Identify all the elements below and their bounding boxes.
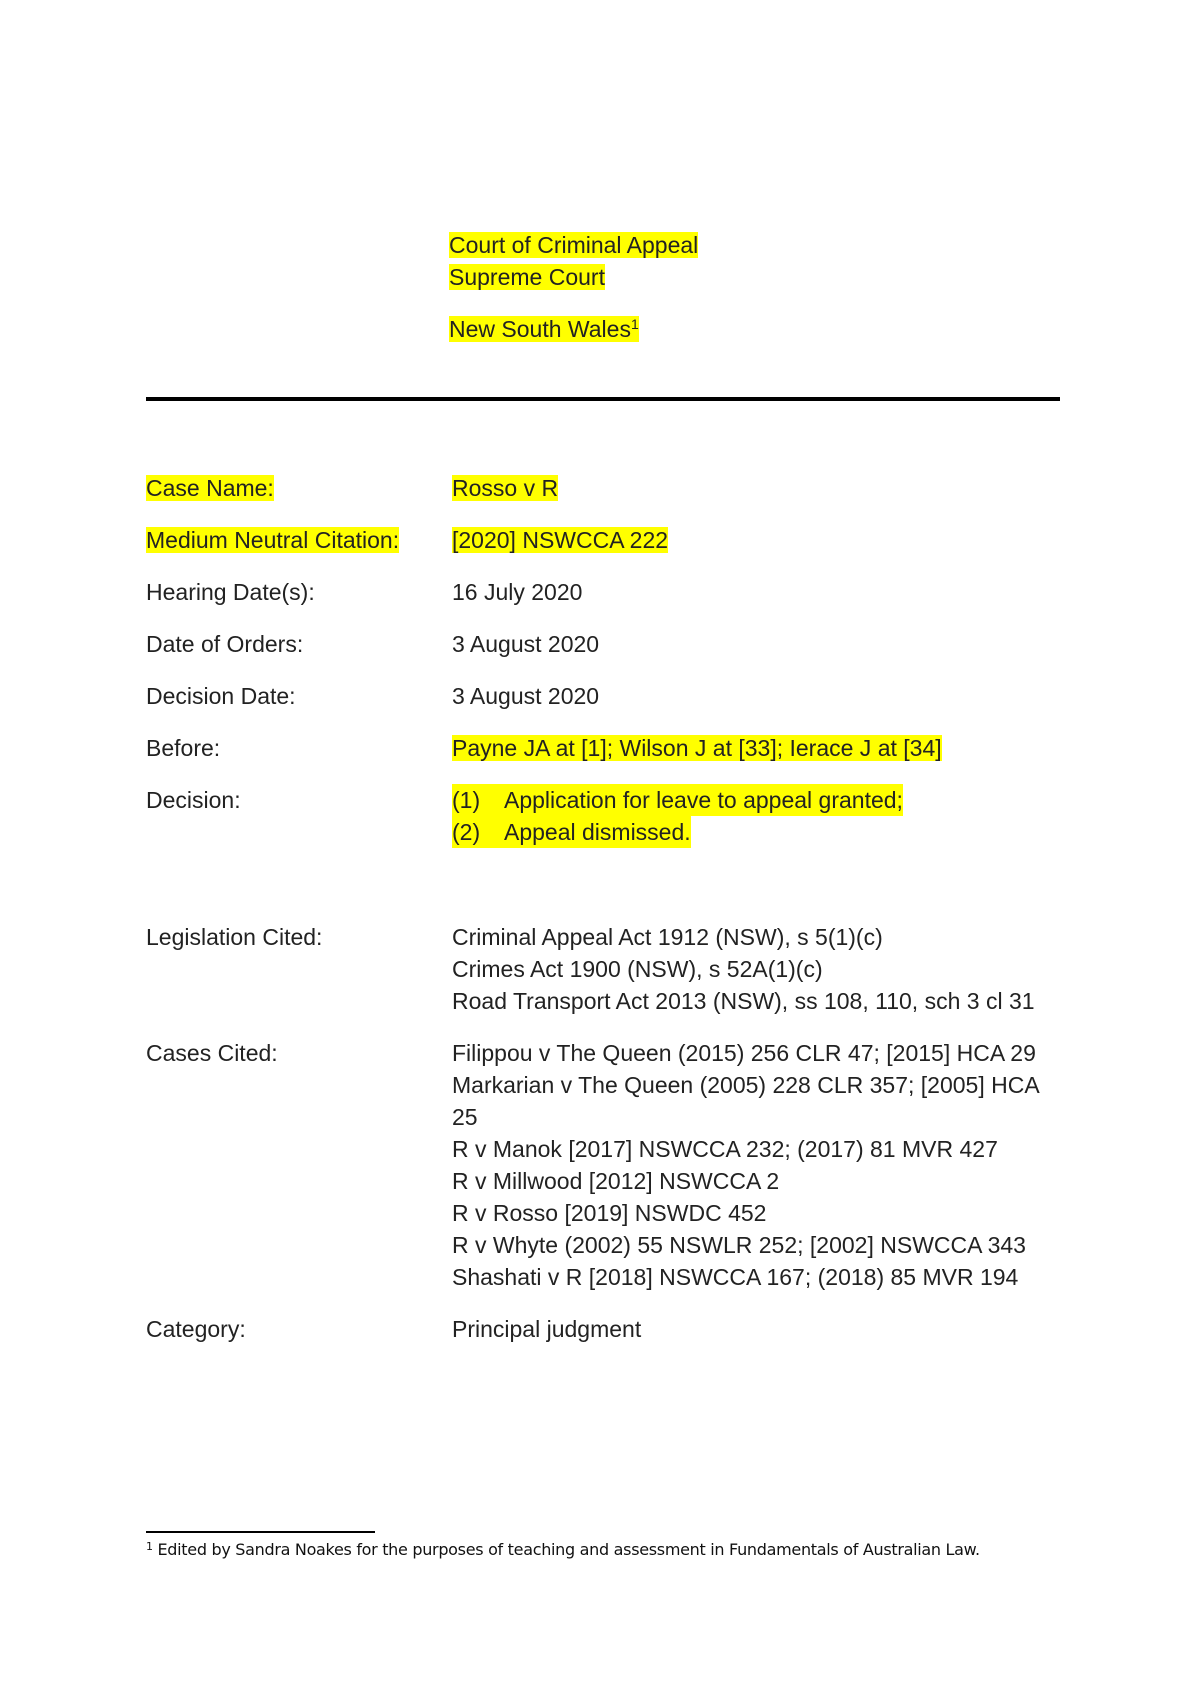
legislation-item: Road Transport Act 2013 (NSW), ss 108, 110, sch 3 cl 31 xyxy=(452,988,1035,1014)
date-of-orders-value: 3 August 2020 xyxy=(452,631,600,657)
footnote-reference[interactable]: 1 xyxy=(630,316,639,332)
footnote-text: Edited by Sandra Noakes for the purposes of teaching and assessment in Fundamentals of Australian Law. xyxy=(152,1540,980,1559)
case-metadata xyxy=(146,472,1060,1365)
case-item: Shashati v R [2018] NSWCCA 167; (2018) 85 MVR 194 xyxy=(452,1264,1019,1290)
row-category xyxy=(146,1313,1060,1345)
court-subtitle: Supreme Court xyxy=(449,264,605,290)
case-item: R v Rosso [2019] NSWDC 452 xyxy=(452,1200,767,1226)
footnote-divider xyxy=(146,1531,375,1533)
case-item: R v Manok [2017] NSWCCA 232; (2017) 81 MVR 427 xyxy=(452,1136,998,1162)
case-item: R v Millwood [2012] NSWCCA 2 xyxy=(452,1168,780,1194)
case-name-value: Rosso v R xyxy=(452,475,559,501)
citation-label: Medium Neutral Citation: xyxy=(146,527,400,553)
legislation-label: Legislation Cited: xyxy=(146,924,323,950)
citation-value: [2020] NSWCCA 222 xyxy=(452,527,669,553)
decision-date-label: Decision Date: xyxy=(146,683,296,709)
decision-item: (1) Application for leave to appeal granted; xyxy=(452,784,1050,816)
date-of-orders-label: Date of Orders: xyxy=(146,631,304,657)
category-label: Category: xyxy=(146,1316,246,1342)
before-label: Before: xyxy=(146,735,221,761)
row-date-of-orders xyxy=(146,628,1060,660)
case-item: Filippou v The Queen (2015) 256 CLR 47; [2015] HCA 29 xyxy=(452,1040,1036,1066)
footnote xyxy=(146,1538,980,1562)
footnote-mark: 1 xyxy=(146,1540,153,1553)
decision-item: (2) Appeal dismissed. xyxy=(452,816,1050,848)
hearing-dates-label: Hearing Date(s): xyxy=(146,579,315,605)
category-value: Principal judgment xyxy=(452,1316,642,1342)
legislation-item: Criminal Appeal Act 1912 (NSW), s 5(1)(c) xyxy=(452,924,883,950)
case-name-label: Case Name: xyxy=(146,475,274,501)
header-divider xyxy=(146,397,1060,401)
decision-label: Decision: xyxy=(146,787,241,813)
row-citation xyxy=(146,524,1060,556)
court-jurisdiction: New South Wales$^1$ xyxy=(449,316,639,342)
case-item: Markarian v The Queen (2005) 228 CLR 357; [2005] HCA 25 xyxy=(452,1072,1039,1130)
decision-date-value: 3 August 2020 xyxy=(452,683,600,709)
row-cases-cited xyxy=(146,1037,1060,1293)
row-decision-date xyxy=(146,680,1060,712)
hearing-dates-value: 16 July 2020 xyxy=(452,579,583,605)
court-title: Court of Criminal Appeal xyxy=(449,232,699,258)
court-header xyxy=(449,229,698,345)
row-before xyxy=(146,732,1060,764)
case-item: R v Whyte (2002) 55 NSWLR 252; [2002] NSWCCA 343 xyxy=(452,1232,1026,1258)
cases-cited-label: Cases Cited: xyxy=(146,1040,278,1066)
row-case-name xyxy=(146,472,1060,504)
before-value: Payne JA at [1]; Wilson J at [33]; Ierace J at [34] xyxy=(452,735,942,761)
row-decision xyxy=(146,784,1060,848)
row-hearing-dates xyxy=(146,576,1060,608)
row-legislation xyxy=(146,921,1060,1017)
legislation-item: Crimes Act 1900 (NSW), s 52A(1)(c) xyxy=(452,956,823,982)
